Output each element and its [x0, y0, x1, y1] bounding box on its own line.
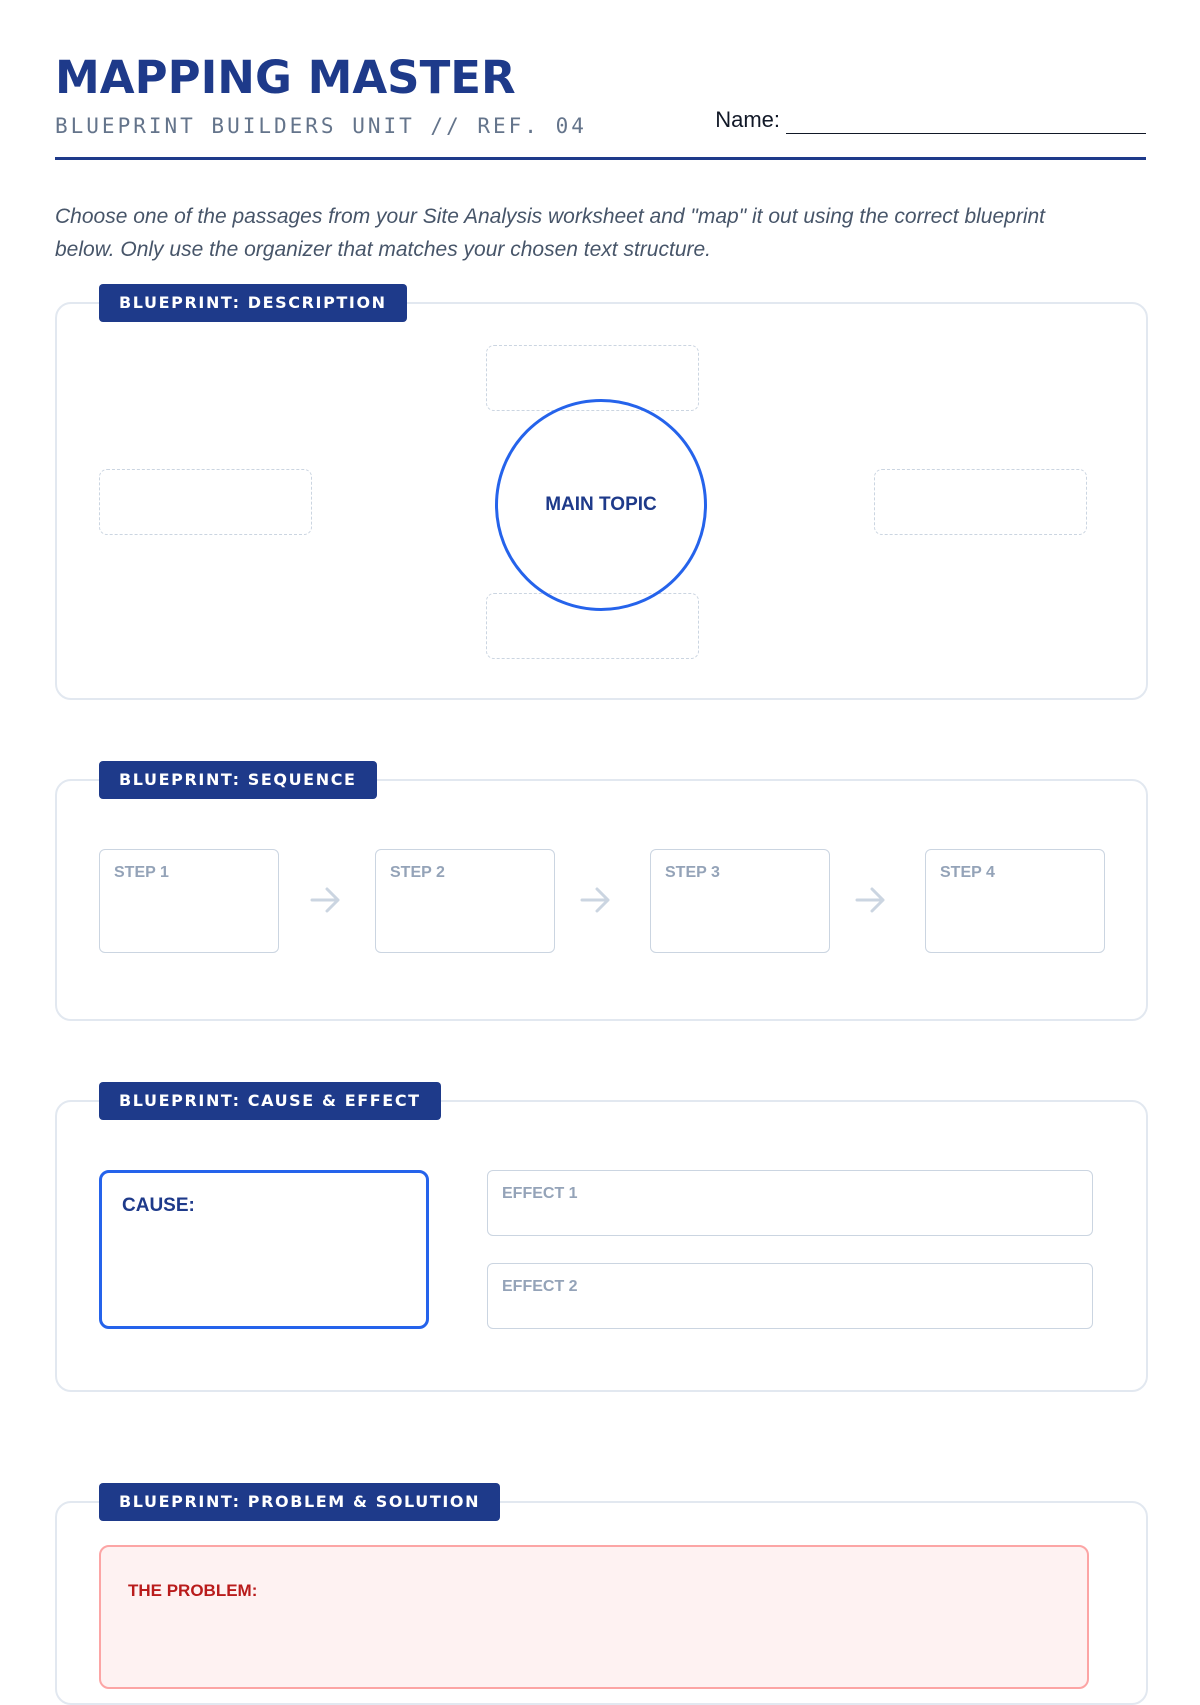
detail-box-left[interactable]	[99, 469, 312, 535]
effect-label-2: EFFECT 2	[502, 1278, 578, 1295]
description-tag: BLUEPRINT: DESCRIPTION	[99, 284, 407, 322]
cause-effect-section	[55, 1091, 1148, 1392]
header-divider	[55, 157, 1146, 160]
detail-box-right[interactable]	[874, 469, 1087, 535]
effect-label-1: EFFECT 1	[502, 1185, 578, 1202]
step-label-2: STEP 2	[390, 864, 445, 881]
main-topic-circle[interactable]	[495, 399, 707, 611]
sequence-tag: BLUEPRINT: SEQUENCE	[99, 761, 377, 799]
step-label-3: STEP 3	[665, 864, 720, 881]
arrow-right-icon	[579, 884, 613, 916]
name-field	[715, 106, 1146, 134]
arrow-right-icon	[309, 884, 343, 916]
main-topic-label: MAIN TOPIC	[545, 494, 657, 515]
name-blank-line[interactable]	[786, 115, 1146, 134]
page-subtitle: BLUEPRINT BUILDERS UNIT // REF. 04	[55, 114, 587, 138]
step-box-1[interactable]	[99, 849, 279, 953]
instructions-text: Choose one of the passages from your Site Analysis worksheet and "map" it out using the correct blueprint below. Only use the organizer that matches your chosen text structure.	[55, 205, 1045, 261]
worksheet-page	[55, 0, 1146, 1600]
problem-box[interactable]	[99, 1545, 1089, 1689]
sequence-section	[55, 770, 1148, 1021]
page-title: MAPPING MASTER	[55, 51, 516, 104]
effect-box-1[interactable]	[487, 1170, 1093, 1236]
cause-label: CAUSE:	[122, 1195, 195, 1216]
step-box-2[interactable]	[375, 849, 555, 953]
step-label-1: STEP 1	[114, 864, 169, 881]
cause-box[interactable]	[99, 1170, 429, 1329]
problem-solution-section	[55, 1492, 1148, 1705]
effect-box-2[interactable]	[487, 1263, 1093, 1329]
step-label-4: STEP 4	[940, 864, 995, 881]
problem-solution-tag: BLUEPRINT: PROBLEM & SOLUTION	[99, 1483, 500, 1521]
arrow-right-icon	[854, 884, 888, 916]
description-section	[55, 293, 1148, 700]
cause-effect-tag: BLUEPRINT: CAUSE & EFFECT	[99, 1082, 441, 1120]
problem-label: THE PROBLEM:	[128, 1581, 258, 1600]
name-label: Name:	[715, 107, 780, 132]
step-box-3[interactable]	[650, 849, 830, 953]
step-box-4[interactable]	[925, 849, 1105, 953]
